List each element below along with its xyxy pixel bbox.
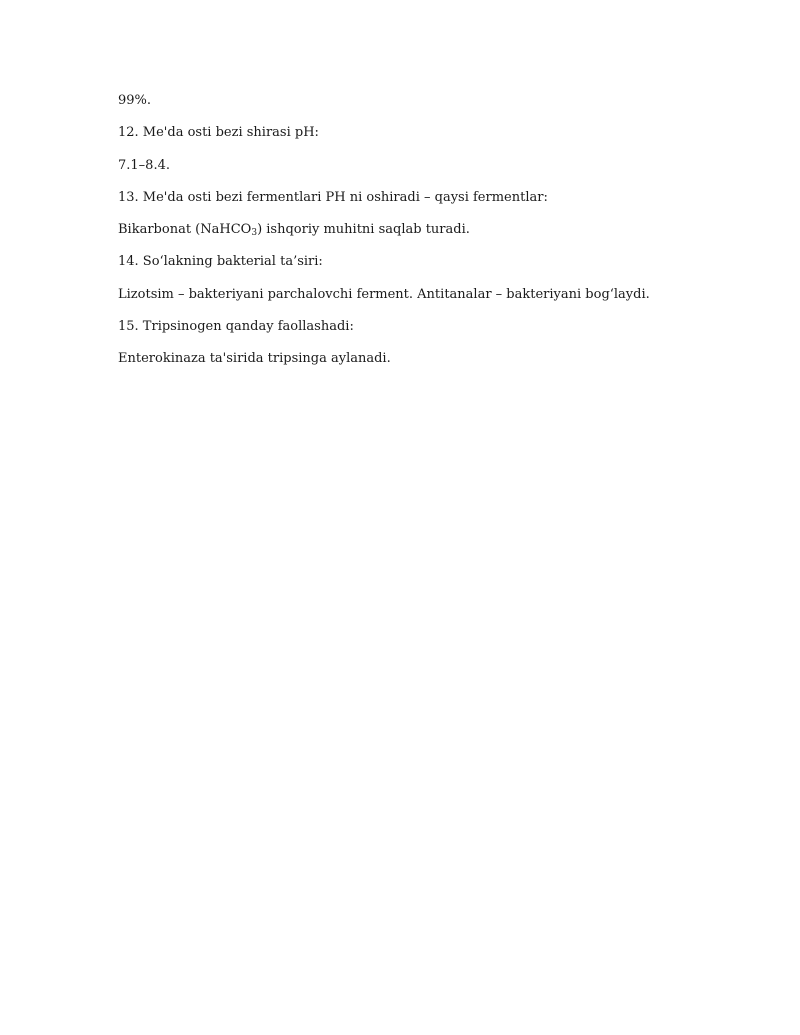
document-body	[118, 92, 718, 383]
question-heading: 15. Tripsinogen qanday faollashadi:	[118, 319, 354, 335]
question-heading: 13. Me'da osti bezi fermentlari PH ni oshiradi – qaysi fermentlar:	[118, 189, 548, 205]
question-heading: 14. So‘lakning bakterial ta’siri:	[118, 254, 323, 270]
answer-text: Enterokinaza ta'sirida tripsinga aylanadi.	[118, 351, 391, 367]
answer-text: Lizotsim – bakteriyani parchalovchi ferment. Antitanalar – bakteriyani bog‘laydi.	[118, 286, 650, 302]
answer-text-before: Bikarbonat (NaHCO	[118, 222, 252, 238]
answer-text: 7.1–8.4.	[118, 157, 170, 173]
answer-text-after: ) ishqoriy muhitni saqlab turadi.	[257, 222, 470, 238]
answer-text	[118, 221, 718, 239]
subscript: 3	[251, 228, 258, 239]
question-heading: 12. Me'da osti bezi shirasi pH:	[118, 125, 319, 141]
answer-text: 99%.	[118, 93, 152, 108]
